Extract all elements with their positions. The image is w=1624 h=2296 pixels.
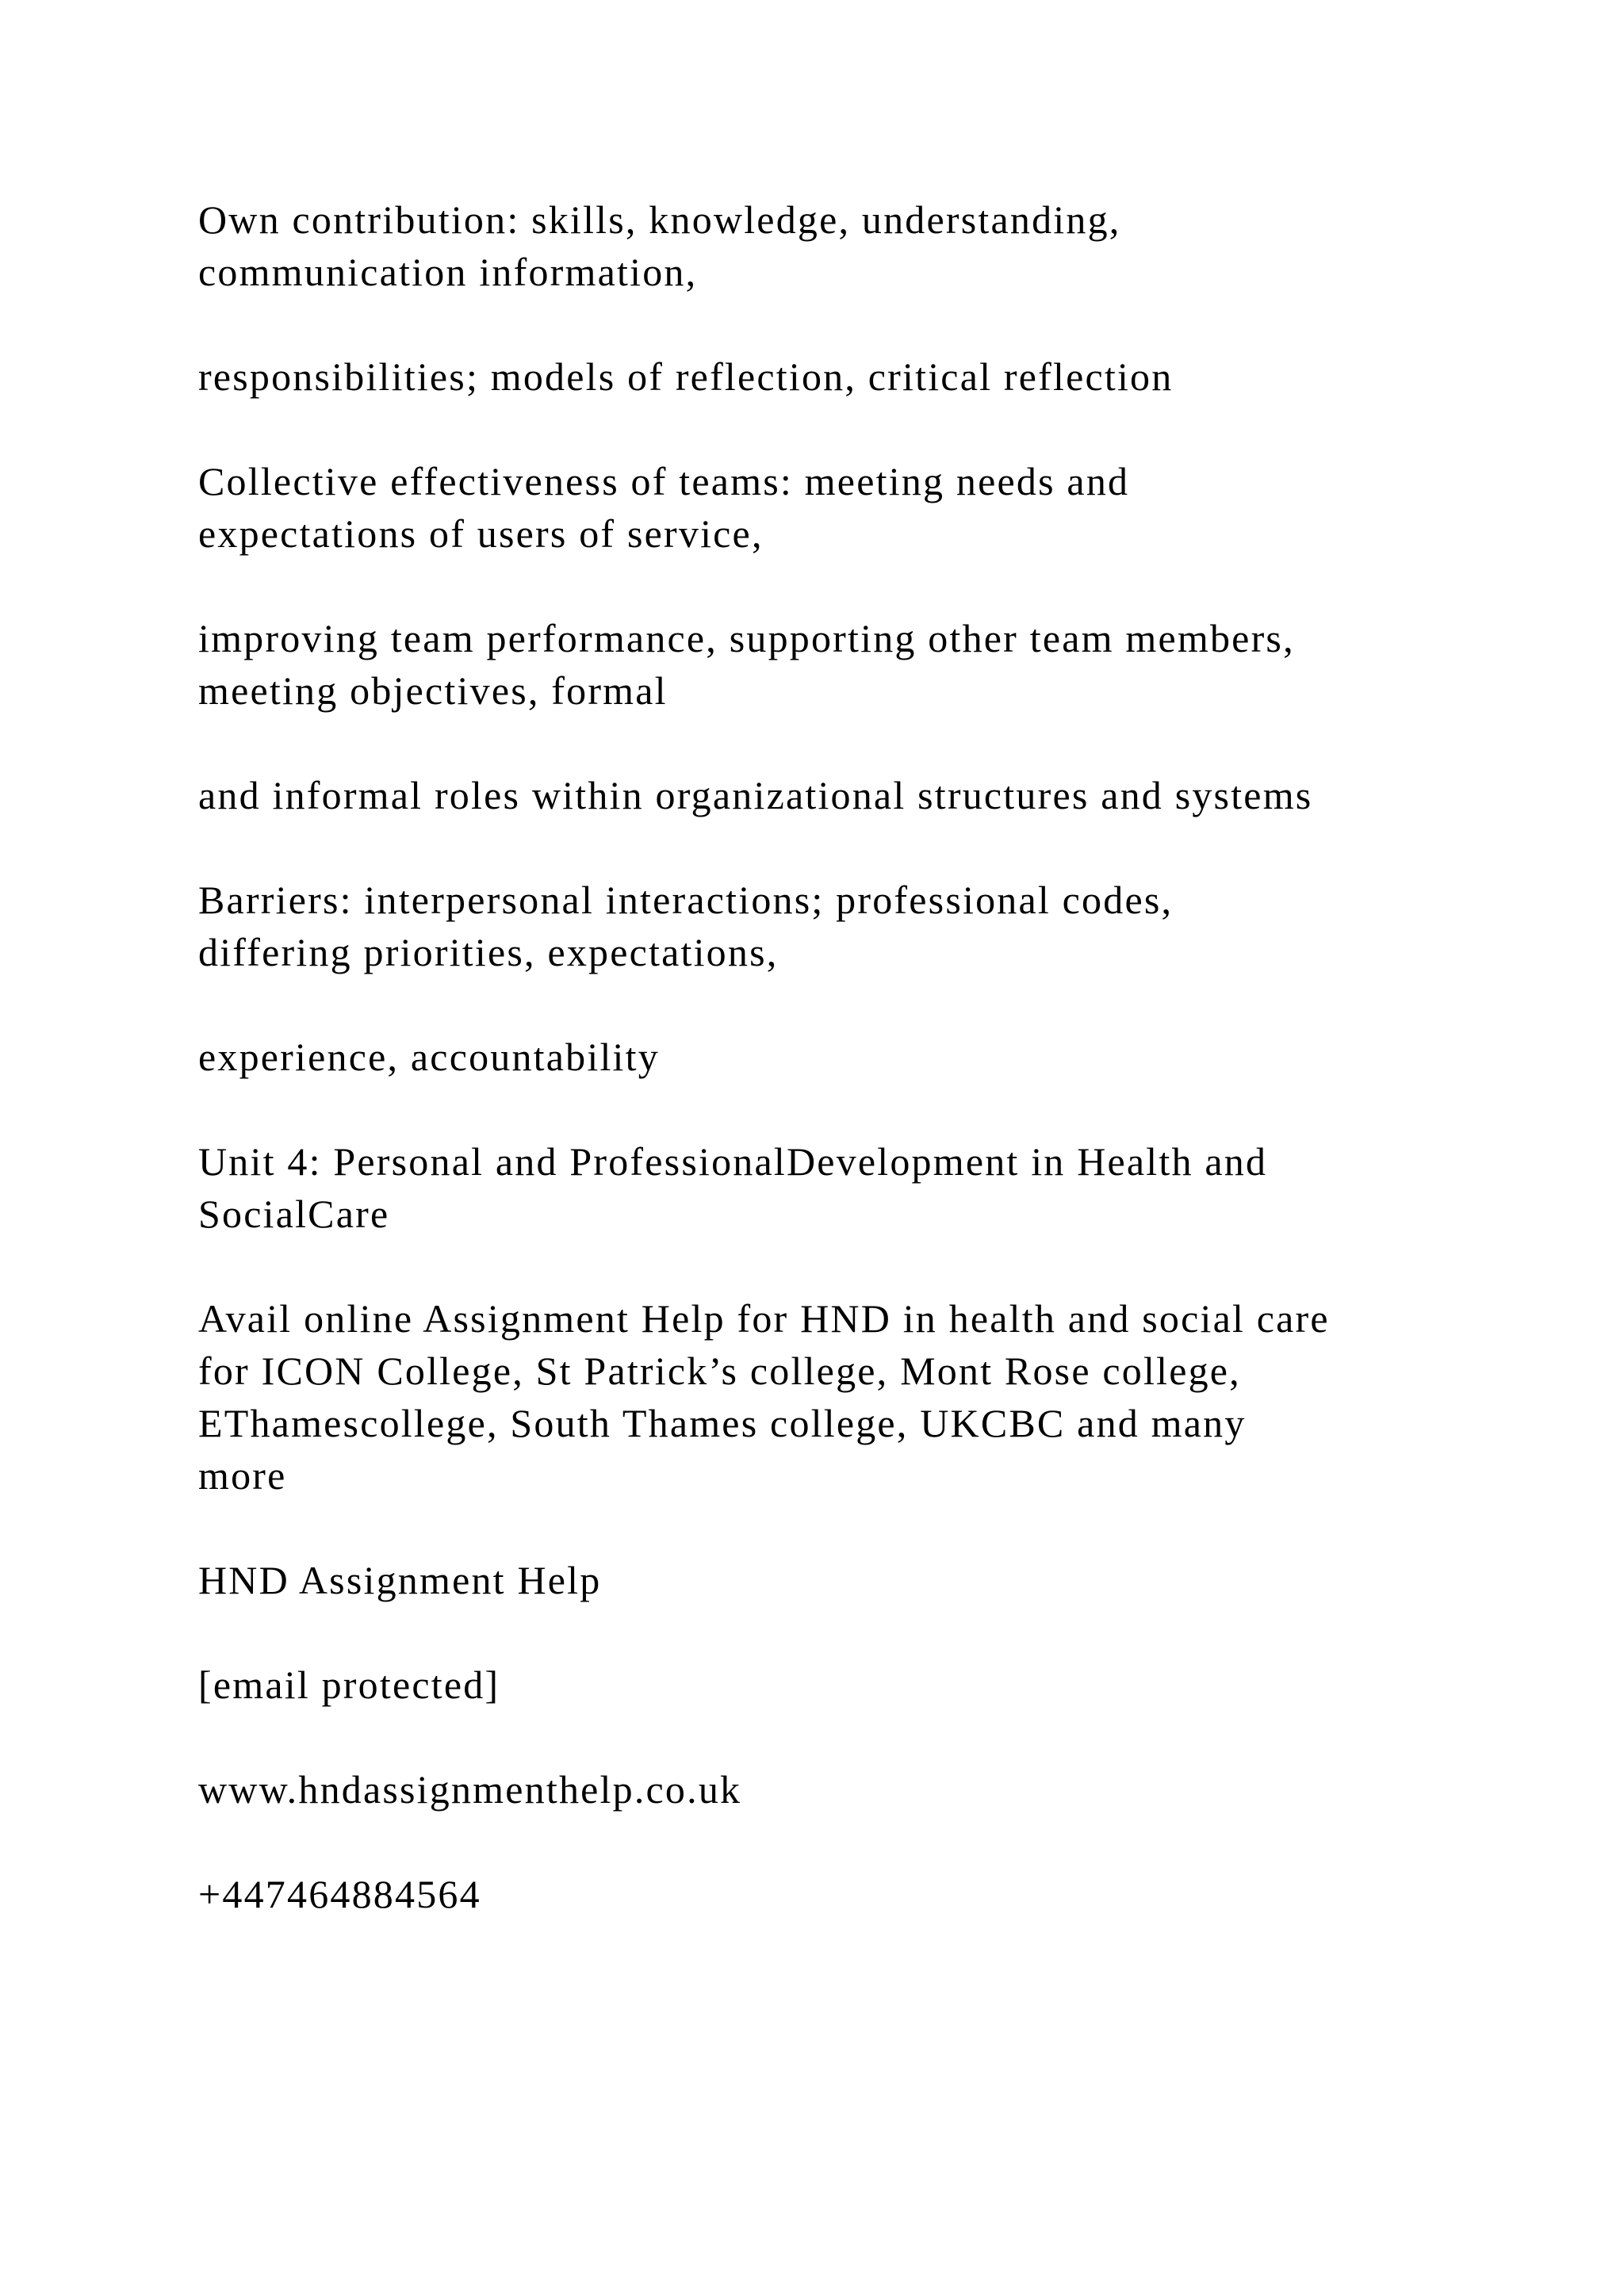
paragraph-company-name [198, 1554, 1467, 1606]
text-line: meeting objectives, formal [198, 668, 668, 713]
phone-text: +447464884564 [198, 1872, 481, 1916]
text-line: differing priorities, expectations, [198, 930, 779, 974]
text-line: Avail online Assignment Help for HND in health and social care [198, 1296, 1330, 1341]
text-line: SocialCare [198, 1192, 390, 1236]
text-line: experience, accountability [198, 1035, 660, 1079]
paragraph-experience [198, 1031, 1467, 1083]
text-line: Unit 4: Personal and ProfessionalDevelopment in Health and [198, 1139, 1268, 1184]
paragraph-email [198, 1659, 1467, 1711]
text-line: Barriers: interpersonal interactions; professional codes, [198, 878, 1174, 922]
paragraph-barriers [198, 874, 1467, 978]
document-body [198, 193, 1467, 1973]
text-line: for ICON College, St Patrick’s college, Mont Rose college, [198, 1349, 1241, 1393]
paragraph-avail-help [198, 1292, 1467, 1502]
text-line: Collective effectiveness of teams: meeting needs and [198, 459, 1130, 503]
text-line: more [198, 1453, 287, 1498]
text-line: communication information, [198, 250, 698, 294]
paragraph-team-performance [198, 612, 1467, 717]
text-line: improving team performance, supporting other team members, [198, 616, 1295, 660]
paragraph-own-contribution [198, 193, 1467, 298]
text-line: and informal roles within organizational structures and systems [198, 773, 1313, 817]
paragraph-unit-title [198, 1135, 1467, 1240]
website-text: www.hndassignmenthelp.co.uk [198, 1767, 742, 1812]
text-line: Own contribution: skills, knowledge, understanding, [198, 197, 1121, 242]
paragraph-roles [198, 769, 1467, 821]
paragraph-responsibilities [198, 350, 1467, 403]
text-line: HND Assignment Help [198, 1558, 602, 1602]
text-line: responsibilities; models of reflection, critical reflection [198, 354, 1174, 399]
text-line: EThamescollege, South Thames college, UKCBC and many [198, 1401, 1247, 1445]
text-line: expectations of users of service, [198, 511, 764, 556]
email-text: [email protected] [198, 1663, 500, 1707]
paragraph-phone [198, 1868, 1467, 1920]
paragraph-website [198, 1763, 1467, 1816]
paragraph-collective-effectiveness [198, 455, 1467, 560]
